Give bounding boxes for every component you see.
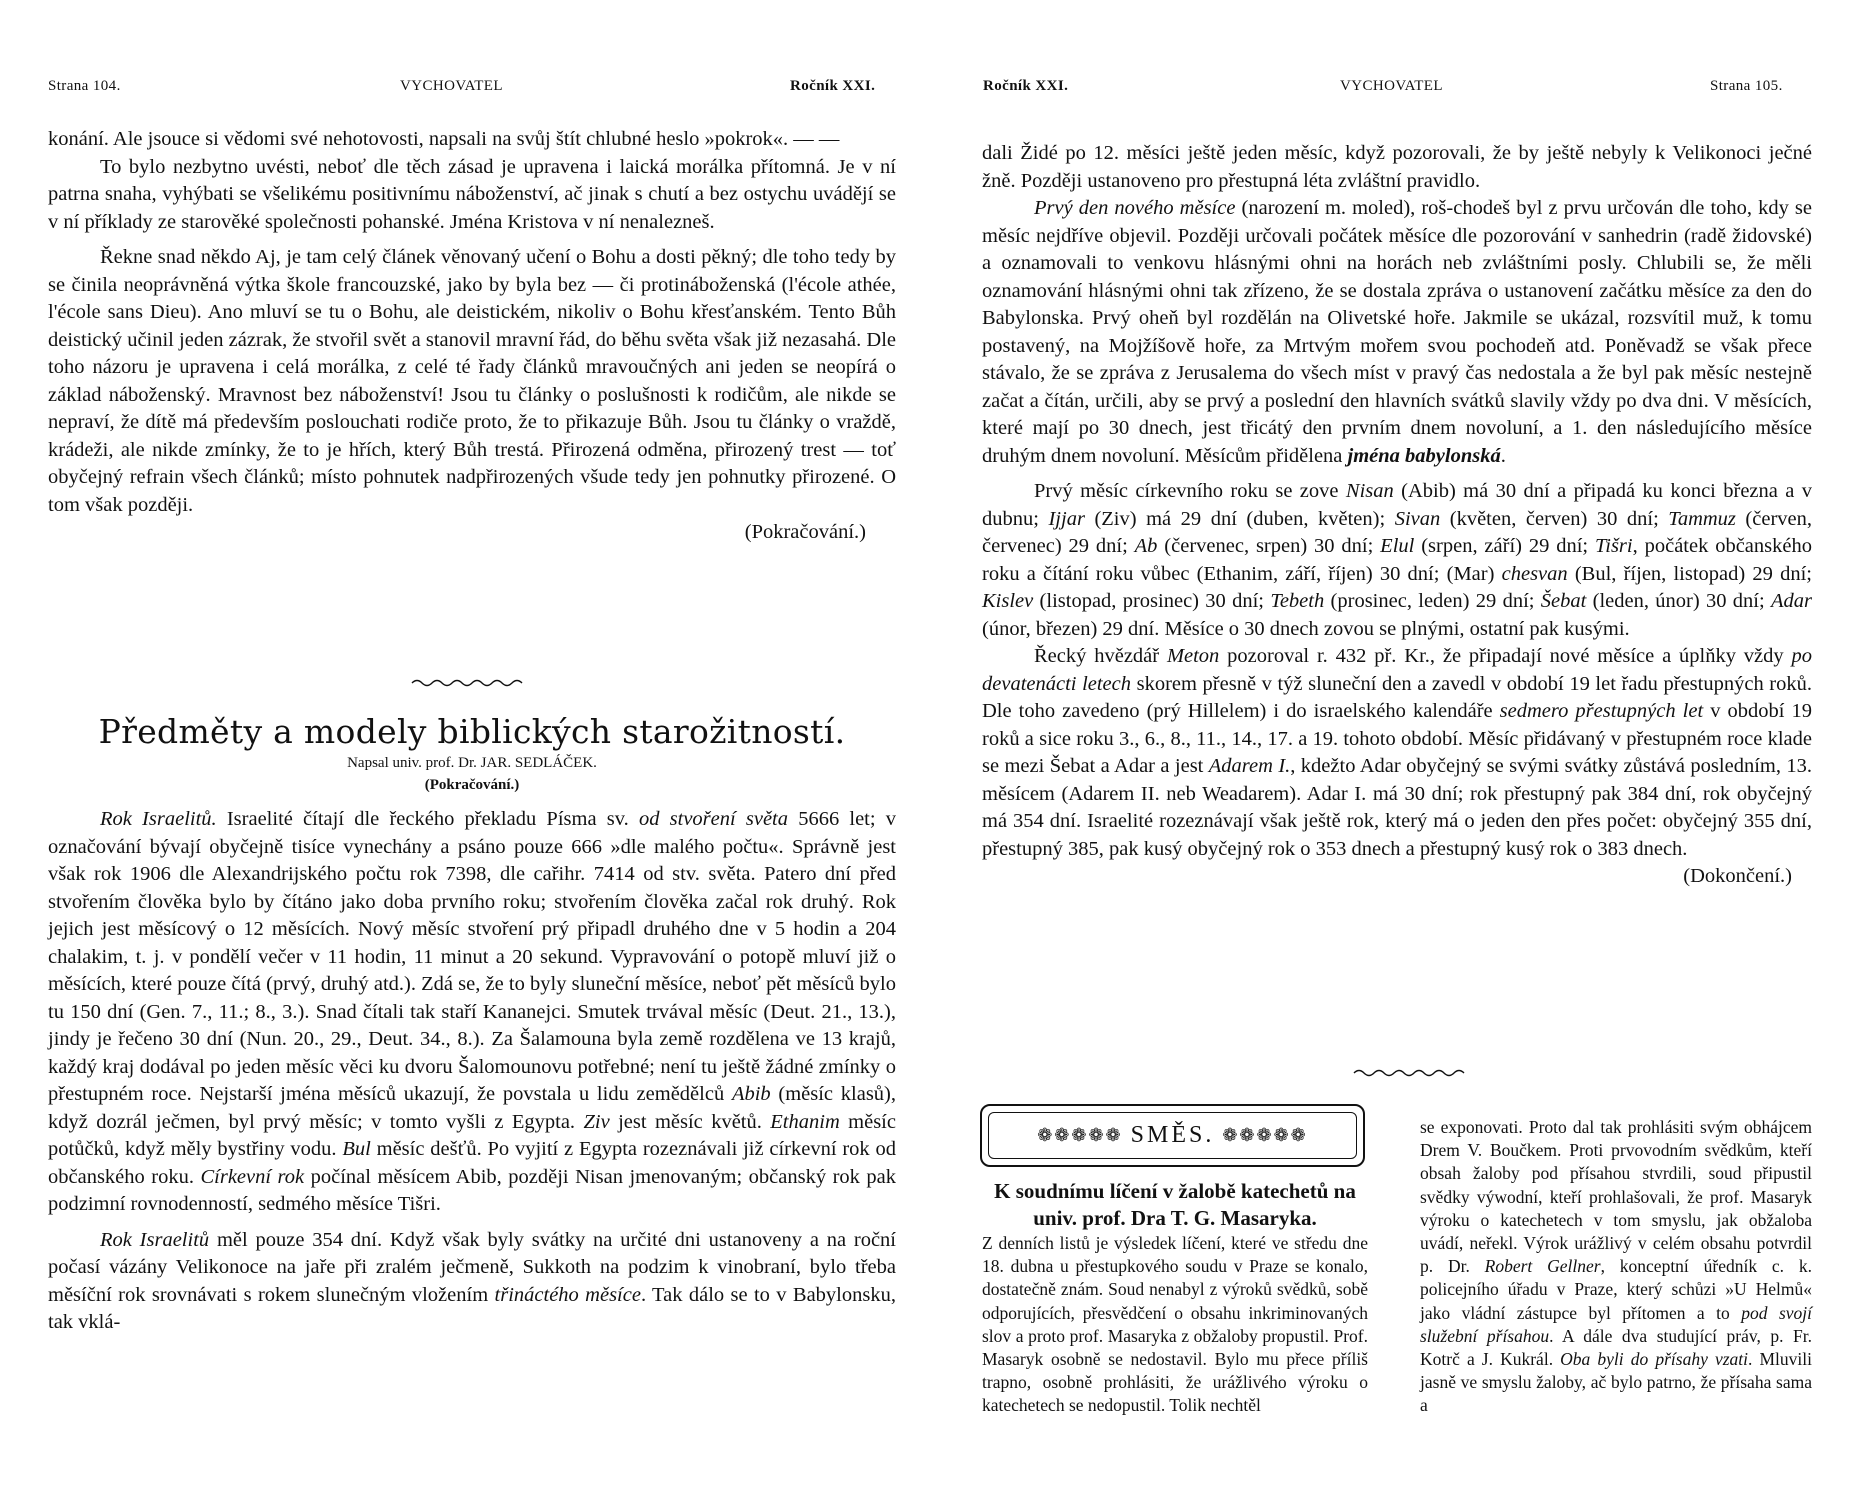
rosette-ornament-right: ❁❁❁❁❁: [1222, 1125, 1308, 1145]
left-column: [48, 126, 896, 547]
prev-paragraph-3: Řekne snad někdo Aj, je tam celý článek věnovaný učení o Bohu a dosti pěkný; dle toho tedy by se činila neoprávněná výtka škole francouzské, jako by byla bez — či protináboženská (l'école athée, l'école sans Dieu). Ano mluví se tu o Bohu, ale deistickém, nikoliv o Bohu křesťanském. Tento Bůh deistický učinil jeden zázrak, že stvořil svět a stanovil mravní řád, do běhu světa však již nezasahá. Dle toho názoru je upravena i celá morálka, z celé té řady článků mravoučných ani jeden se neopírá o základ náboženský. Mravnost bez náboženství! Jsou tu články o poslušnosti k rodičům, ale nikde se nepraví, že dítě má především poslouchati rodiče proto, že to přikazuje Bůh. Jsou tu články o vraždě, krádeži, ale nikde zmínky, že to je hřích, který Bůh trestá. Přirozená odměna, přirozený trest — toť obyčejný refrain všech článků; místo pohnutek nadpřirozených všude tedy jen pohnutky přirozené. O tom však později.: [48, 246, 896, 516]
running-title-right: VYCHOVATEL: [1340, 78, 1443, 94]
right-paragraph-2: Prvý den nového měsíce (narození m. moled), roš-chodeš byl z prvu určován dle toho, kdy se měsíc nejdříve objevil. Později určovali počátek měsíce dle pozorování v sanhedrin (radě židovské) a oznamovali to venkovu hlásnými ohni na horách neb zvláštními posly. Chlubili se, že měli oznamování hlásnými ohni tak zřízeno, že se dostala zpráva o ustanovení začátku měsíce za den do Babylonska. Prvý oheň byl rozdělán na Olivetské hoře. Jakmile se ukázal, rozsvítil muž, k tomu postavený, na Mojžíšově hoře, za Mrtvým mořem svou pochodeň atd. Poněvadž se však přece stávalo, že se zpráva z Jerusalema do všech míst v pravý čas nedostala a že byl pak měsíc nestejně začat a čítán, určili, aby se prvý a poslední den hlavních svátků slavily vždy po dva dni. V měsících, které mají po 30 dnech, jest třicátý den prvním dnem novoluní, a 1. den následujícího měsíce druhým dnem novoluní. Měsícům přidělena jména babylonská.: [982, 197, 1812, 467]
smes-right-text: se exponovati. Proto dal tak prohlásiti svým obhájcem Drem V. Boučkem. Proti prvovodním svědkům, kteří obsah žaloby pod přísahou stvrdili, soud připustil svědky výwodní, kteří prohlašovali, že prof. Masaryk výroku o katechetech v tom smyslu, jak obžaloba uvádí, neřekl. Výrok urážlivý v celém obsahu potvrdil p. Dr. Robert Gellner, konceptní úředník c. k. policejního úřadu v Praze, který schůzi »U Helmů« jako vládní zástupce byl přítomen a to pod svojí služební přísahou. A dále dva studující práv, p. Fr. Kotrč a J. Kukrál. Oba byli do přísahy vzati. Mluvili jasně ve smyslu žaloby, ač bylo patrno, že přísaha sama a: [1420, 1117, 1812, 1416]
wavy-divider-right: [1352, 1068, 1472, 1078]
rosette-ornament-left: ❁❁❁❁❁: [1037, 1125, 1123, 1145]
article-paragraph-2: Rok Israelitů měl pouze 354 dní. Když však byly svátky na určité dni ustanoveny a na roční počasí vázány Velikonoce na jaře při zralém ječmeně, Sukkoth na podzim k vinobraní, bylo třeba měsíční rok srovnávati s rokem slunečným vložením třináctého měsíce. Tak dálo se to v Babylonsku, tak vklá-: [48, 1228, 896, 1333]
wavy-divider: [410, 678, 530, 688]
end-note: (Dokončení.): [1683, 865, 1792, 887]
prev-paragraph-1: konání. Ale jsouce si vědomi své nehotovosti, napsali na svůj štít chlubné heslo »pokrok«. — —: [48, 128, 840, 150]
right-paragraph-1: dali Židé po 12. měsíci ještě jeden měsíc, když pozorovali, že by ještě nebyly k Velikonoci ječné žně. Později ustanoveno pro přestupná léta zvláštní pravidlo.: [982, 142, 1812, 192]
continued-note: (Pokračování.): [744, 521, 866, 543]
article-continued-label: (Pokračování.): [424, 777, 520, 793]
page-number-left: Strana 104.: [48, 78, 121, 94]
right-paragraph-3: Prvý měsíc církevního roku se zove Nisan (Abib) má 30 dní a připadá ku konci března a v dubnu; Ijjar (Ziv) má 29 dní (duben, květen); Sivan (květen, červen) 30 dní; Tammuz (červen, červenec) 29 dní; Ab (červenec, srpen) 30 dní; Elul (srpen, září) 29 dní; Tišri, počátek občanského roku a čítání roku vůbec (Ethanim, září, říjen) 30 dní; (Mar) chesvan (Bul, říjen, listopad) 29 dní; Kislev (listopad, prosinec) 30 dní; Tebeth (prosinec, leden) 29 dní; Šebat (leden, únor) 30 dní; Adar (únor, březen) 29 dní. Měsíce o 30 dnech zovou se plnými, ostatní pak kusými.: [982, 480, 1813, 640]
volume-right: Ročník XXI.: [983, 78, 1069, 94]
right-column: [982, 140, 1812, 891]
running-title-left: VYCHOVATEL: [400, 78, 503, 94]
smes-article-title: K soudnímu líčení v žalobě katechetů na univ. prof. Dra T. G. Masaryka.: [994, 1179, 1356, 1230]
smes-section-banner: [980, 1104, 1365, 1167]
smes-right-column: [1420, 1116, 1812, 1418]
volume-left: Ročník XXI.: [790, 78, 876, 94]
article-header: [48, 712, 896, 796]
article-body: [48, 806, 896, 1337]
prev-paragraph-2: To bylo nezbytno uvésti, neboť dle těch zásad je upravena i laická morálka přítomná. Je v ní patrna snaha, vyhýbati se všelikému positivnímu náboženství, ač jinak s chutí a bez ostychu uvádějí se v ní příklady ze starověké společnosti pohanské. Jména Kristova v ní nenalezneš.: [48, 155, 896, 233]
smes-banner-inner: [988, 1112, 1357, 1159]
page-number-right: Strana 105.: [1710, 78, 1783, 94]
smes-left-column: [982, 1178, 1368, 1418]
smes-label: SMĚS.: [1130, 1122, 1215, 1148]
article-title: Předměty a modely biblických starožitností.: [98, 712, 846, 751]
right-paragraph-4: Řecký hvězdář Meton pozoroval r. 432 př. Kr., že připadají nové měsíce a úplňky vždy po devatenácti letech skorem přesně v týž sluneční den a zavedl v období 19 let řadu přestupných roků. Dle toho zavedeno (prý Hillelem) i do israelského kalendáře sedmero přestupných let v období 19 roků a sice roku 3., 6., 8., 11., 14., 17. a 19. tohoto období. Měsíc přidávaný v přestupném roce klade se mezi Šebat a Adar a jest Adarem I., kdežto Adar obyčejný se svými svátky zůstává posledním, 13. měsícem (Adarem II. neb Weadarem). Adar I. má 30 dní; rok přestupný pak 384 dní, rok obyčejný má 354 dní. Israelité rozeznávají však ještě rok, který má o jeden den přes počet: obyčejný 355 dní, přestupný 385, pak kusý obyčejný rok o 353 dnech a přestupný kusý rok o 383 dnech.: [982, 645, 1812, 860]
smes-left-text: Z denních listů je výsledek líčení, které ve středu dne 18. dubna u přestupkového soudu v Praze se konalo, dostatečně znám. Soud nenabyl z výroků svědků, sobě odporujících, přesvědčení o obsahu inkriminovaných slov a proto prof. Masaryka z obžaloby propustil. Prof. Masaryk osobně se nedostavil. Bylo mu přece příliš trapno, osobně prohlásiti, že urážlivého výroku o katechetech se nedopustil. Tolik nechtěl: [982, 1233, 1368, 1416]
article-paragraph-1: Rok Israelitů. Israelité čítají dle řeckého překladu Písma sv. od stvoření světa 5666 let; v označování bývají obyčejně tisíce vynechány a psáno pouze 666 »dle malého počtu«. Správně jest však rok 1906 dle Alexandrijského počtu rok 7398, dle cařihr. 7414 od stv. světa. Patero dní před stvořením člověka bylo by čítáno jako doba prvního roku; stvořením člověka začal rok druhý. Rok jejich jest měsícový o 12 měsících. Nový měsíc stvoření prý připadl druhého dne v 5 hodin a 204 chalakim, t. j. v pondělí večer v 11 hodin, 11 minut a 20 sekund. Vypravování o potopě mluví již o měsících, které pouze čítá (prvý, druhý atd.). Zdá se, že to byly sluneční měsíce, neboť pět měsíců bylo tu 150 dní (Gen. 7., 11.; 8., 3.). Snad čítali tak staří Kananejci. Smutek trvával měsíc (Deut. 21., 13.), jindy je řečeno 30 dní (Nun. 20., 29., Deut. 34., 8.). Za Šalamouna byla země rozdělena ve 13 krajů, každý kraj dodával po jeden měsíc věci ku dvoru Šalomounovu potřebné; není tu ještě žádné zmínky o přestupném roce. Nejstarší jména měsíců ukazují, že povstala u lidu zemědělců Abib (měsíc klasů), když dozrál ječmen, byl prvý měsíc; v tomto vyšli z Egypta. Ziv jest měsíc květů. Ethanim měsíc potůčků, když měly bystřiny vodu. Bul měsíc dešťů. Po vyjití z Egypta rozeznávali již církevní rok od občanského roku. Církevní rok počínal měsícem Abib, později Nisan jmenovaným; občanský rok pak podzimní rovnodenností, sedmého měsíce Tišri.: [48, 808, 897, 1215]
article-byline: Napsal univ. prof. Dr. JAR. SEDLÁČEK.: [347, 755, 597, 771]
